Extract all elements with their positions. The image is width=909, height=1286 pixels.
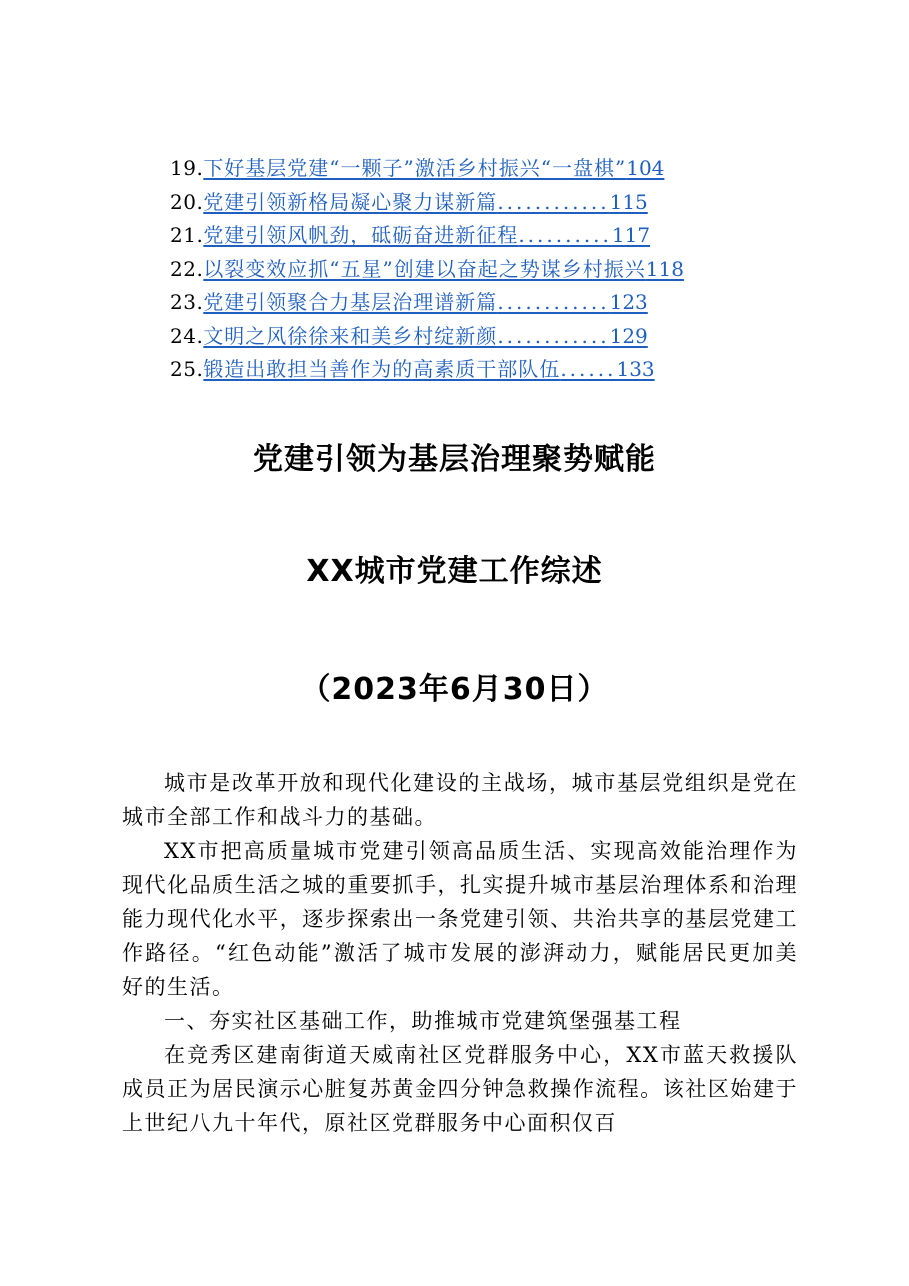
- toc-link[interactable]: 党建引领风帆劲，砥砺奋进新征程: [203, 223, 519, 247]
- toc-leader-dots: ..........: [518, 223, 612, 247]
- document-title: 党建引领为基层治理聚势赋能: [253, 442, 656, 477]
- toc-leader-dots: ......: [560, 357, 617, 381]
- toc-number: 24.: [170, 323, 204, 348]
- toc-link[interactable]: 以裂变效应抓“五星”创建以奋起之势谋乡村振兴: [203, 256, 646, 281]
- toc-page-number[interactable]: 117: [611, 223, 651, 247]
- paragraph: 在竞秀区建南街道天威南社区党群服务中心，XX市蓝天救援队成员正为居民演示心脏复苏黄金四分钟急救操作流程。该社区始建于上世纪八九十年代，原社区党群服务中心面积仅百: [122, 1043, 798, 1135]
- toc-number: 25.: [170, 357, 204, 381]
- paragraph: XX市把高质量城市党建引领高品质生活、实现高效能治理作为现代化品质生活之城的重要抓手，扎实提升城市基层治理体系和治理能力现代化水平，逐步探索出一条党建引领、共治共享的基层党建工作路径。“红色动能”激活了城市发展的澎湃动力，赋能居民更加美好的生活。: [122, 839, 798, 999]
- section-heading: 一、夯实社区基础工作，助推城市党建筑堡强基工程: [164, 1009, 682, 1033]
- toc-number: 22.: [170, 256, 204, 281]
- toc-leader-dots: ............: [497, 290, 610, 314]
- toc-link[interactable]: 文明之风徐徐来和美乡村绽新颜: [203, 323, 498, 348]
- toc-link[interactable]: 党建引领聚合力基层治理谱新篇: [203, 290, 498, 314]
- body-text: [122, 766, 798, 1140]
- toc-row: [170, 320, 790, 354]
- toc-leader-dots: ............: [497, 189, 610, 214]
- toc-page-number[interactable]: 123: [609, 290, 648, 314]
- toc-number: 20.: [170, 189, 204, 214]
- toc-page-number[interactable]: 133: [616, 357, 655, 381]
- toc-page-number[interactable]: 129: [609, 323, 648, 348]
- toc-number: 19.: [170, 156, 204, 180]
- toc-row: [170, 219, 790, 253]
- toc-row: [170, 286, 790, 320]
- toc-row: [170, 152, 790, 186]
- table-of-contents: [170, 152, 790, 387]
- toc-page-number[interactable]: 104: [626, 156, 665, 180]
- paragraph: 城市是改革开放和现代化建设的主战场，城市基层党组织是党在城市全部工作和战斗力的基础。: [122, 771, 798, 829]
- document-subtitle: XX城市党建工作综述: [306, 554, 603, 589]
- toc-page-number[interactable]: 118: [645, 256, 684, 281]
- document-date: （2023年6月30日）: [300, 672, 609, 707]
- toc-number: 23.: [170, 290, 204, 314]
- toc-link[interactable]: 下好基层党建“一颗子”激活乡村振兴“一盘棋”: [203, 156, 627, 180]
- toc-row: [170, 253, 790, 287]
- toc-link[interactable]: 锻造出敢担当善作为的高素质干部队伍: [203, 357, 561, 381]
- toc-row: [170, 353, 790, 387]
- toc-number: 21.: [170, 223, 204, 247]
- toc-row: [170, 186, 790, 220]
- toc-link[interactable]: 党建引领新格局凝心聚力谋新篇: [203, 189, 498, 214]
- toc-page-number[interactable]: 115: [609, 189, 648, 214]
- toc-leader-dots: ............: [497, 323, 610, 348]
